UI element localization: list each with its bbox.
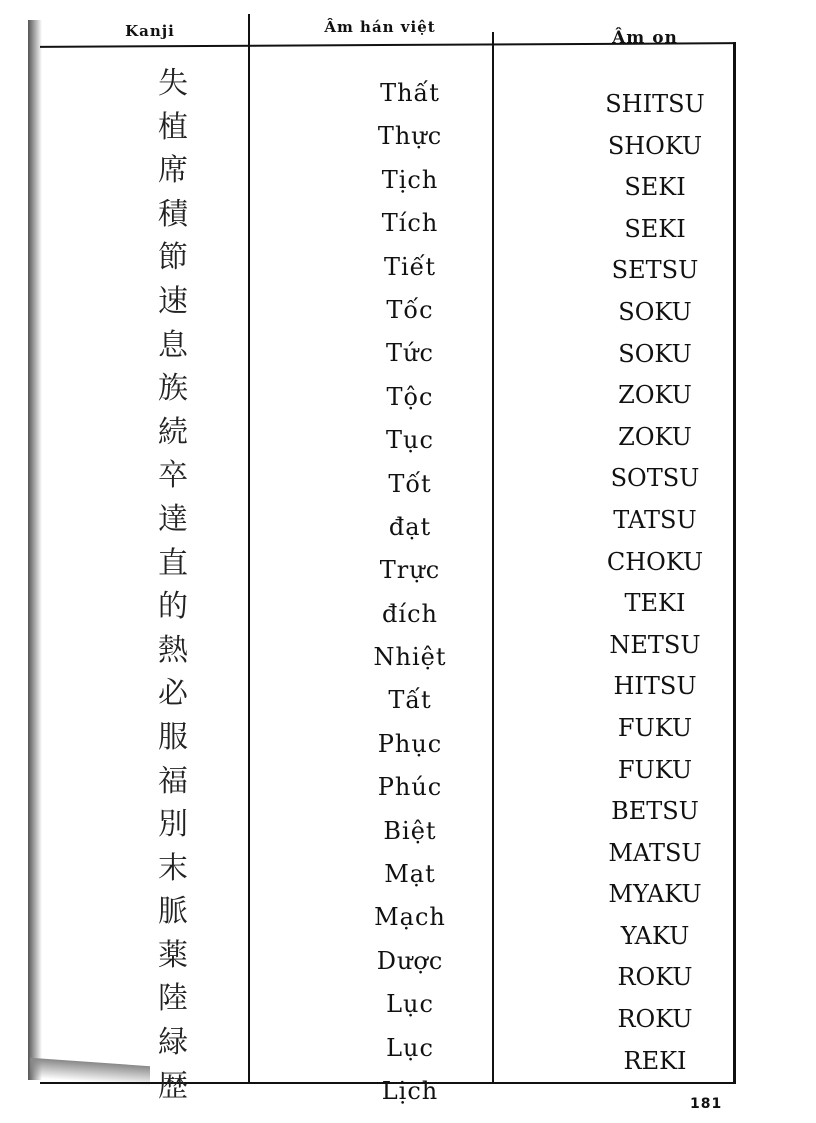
am-on-cell: ZOKU [618,381,692,410]
kanji-cell: 速 [158,283,188,319]
kanji-cell: 達 [158,501,188,537]
han-viet-cell: Mạch [374,903,446,932]
han-viet-cell: đạt [388,512,432,541]
han-viet-cell: Mạt [384,860,436,889]
han-viet-cell: Biệt [383,816,437,845]
han-viet-cell: Nhiệt [373,643,447,672]
kanji-cell: 緑 [158,1025,188,1061]
am-on-cell: TATSU [613,505,697,534]
han-viet-cell: Trực [379,556,441,585]
am-on-cell: NETSU [609,630,701,659]
am-on-cell: SEKI [624,214,686,243]
am-on-cell: ROKU [617,1005,693,1034]
am-on-cell: SHITSU [605,90,705,118]
kanji-cell: 別 [158,807,188,843]
kanji-cell: 熱 [158,632,188,668]
han-viet-cell: Tịch [381,165,439,194]
header-han-viet: Âm hán việt [324,18,436,36]
am-on-cell: SOTSU [610,464,700,493]
am-on-cell: ZOKU [618,422,692,451]
kanji-cell: 脈 [158,894,188,930]
han-viet-cell: Lục [386,1033,434,1062]
column-divider-2 [492,32,494,1084]
han-viet-cell: Tốt [388,469,432,498]
am-on-cell: REKI [623,1046,687,1075]
kanji-cell: 服 [158,719,188,755]
header-am-on: Âm on [612,28,678,48]
han-viet-cell: Lục [386,990,434,1019]
han-viet-cell: đích [382,599,438,628]
kanji-cell: 積 [158,196,188,232]
am-on-cell: MYAKU [608,880,702,909]
kanji-cell: 福 [158,763,188,799]
han-viet-cell: Tích [381,209,439,238]
han-viet-cell: Phúc [377,773,443,802]
am-on-cell: SETSU [611,256,699,285]
am-on-cell: FUKU [617,713,693,742]
am-on-cell: TEKI [624,589,686,618]
am-on-cell: SHOKU [607,131,703,160]
am-on-cell: CHOKU [606,547,704,576]
kanji-cell: 直 [158,545,188,581]
am-on-cell: ROKU [617,963,693,992]
han-viet-cell: Tốc [386,295,434,324]
han-viet-cell: Phục [377,729,443,758]
kanji-cell: 植 [158,109,188,145]
kanji-cell: 歴 [158,1068,188,1104]
kanji-cell: 続 [158,414,188,450]
am-on-cell: SEKI [624,173,686,202]
am-on-cell: HITSU [613,672,697,701]
header-kanji: Kanji [125,22,175,40]
kanji-cell: 卒 [158,458,188,494]
am-on-cell: BETSU [611,797,699,826]
kanji-cell: 席 [158,153,188,189]
han-viet-cell: Thất [380,79,440,107]
han-viet-cell: Dược [376,946,444,975]
han-viet-cell: Tức [386,339,434,368]
han-viet-cell: Tất [388,686,432,715]
kanji-cell: 節 [158,240,188,276]
am-on-cell: SOKU [618,297,692,326]
kanji-cell: 末 [158,850,188,886]
han-viet-cell: Tiết [383,252,437,281]
han-viet-cell: Tộc [386,382,434,411]
table-right-rule [733,42,736,1082]
kanji-cell: 必 [158,676,188,712]
am-on-cell: MATSU [608,838,702,867]
kanji-cell: 失 [158,66,188,101]
han-viet-cell: Tục [386,426,434,455]
am-on-cell: SOKU [618,339,692,368]
kanji-cell: 陸 [158,981,188,1017]
kanji-cell: 息 [158,327,188,363]
column-divider-1 [248,14,250,1084]
kanji-cell: 薬 [158,937,188,973]
am-on-cell: FUKU [617,755,693,784]
han-viet-cell: Lịch [381,1076,439,1105]
am-on-cell: YAKU [620,921,690,950]
page-number: 181 [690,1096,723,1112]
kanji-cell: 的 [158,589,188,625]
han-viet-column [340,72,480,1113]
kanji-cell: 族 [158,371,188,407]
han-viet-cell: Thực [377,122,443,151]
am-on-column [580,84,730,1082]
kanji-column [148,62,198,1108]
